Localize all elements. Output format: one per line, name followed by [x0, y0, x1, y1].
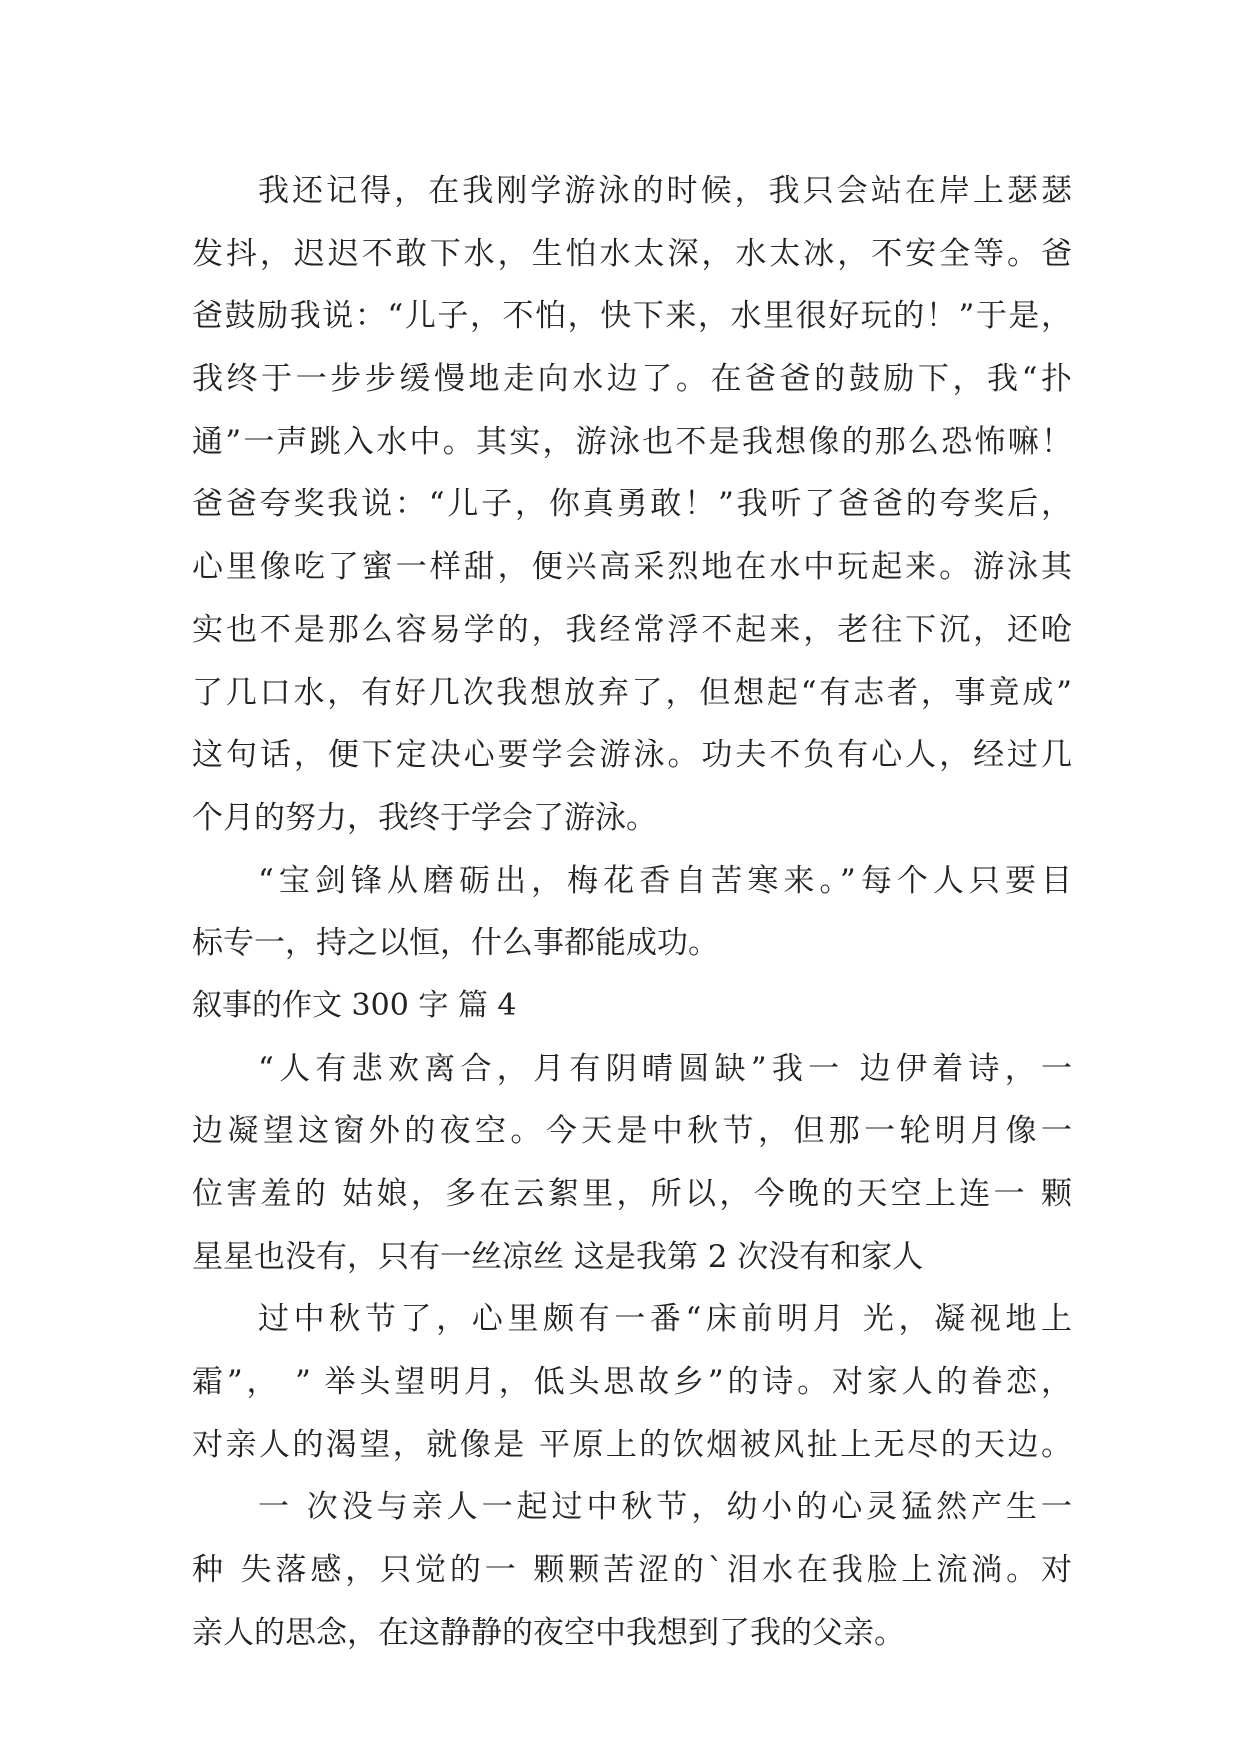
text-line: 一 次没与亲人一起过中秋节，幼小的心灵猛然产生一 — [258, 1489, 1072, 1526]
text-line: 边凝望这窗外的夜空。今天是中秋节，但那一轮明月像一 — [192, 1113, 1072, 1150]
text-line: 标专一，持之以恒，什么事都能成功。 — [192, 925, 719, 962]
text-line: 位害羞的 姑娘，多在云絮里，所以，今晚的天空上连一 颗 — [192, 1176, 1072, 1212]
text-line: 爸爸夸奖我说：“儿子，你真勇敢！”我听了爸爸的夸奖后， — [192, 486, 1072, 523]
text-line: 通”一声跳入水中。其实，游泳也不是我想像的那么恐怖嘛！ — [192, 423, 1072, 460]
text-line: 这句话，便下定决心要学会游泳。功夫不负有心人，经过几 — [192, 737, 1072, 774]
text-line: 星星也没有，只有一丝凉丝 这是我第 2 次没有和家人 — [192, 1238, 924, 1275]
text-line: “宝剑锋从磨砺出，梅花香自苦寒来。”每个人只要目 — [258, 862, 1072, 899]
text-line: 我终于一步步缓慢地走向水边了。在爸爸的鼓励下，我“扑 — [192, 361, 1072, 398]
section-heading: 叙事的作文 300 字 篇 4 — [192, 987, 517, 1023]
text-line: 个月的努力，我终于学会了游泳。 — [192, 799, 657, 836]
text-line: 了几口水，有好几次我想放弃了，但想起“有志者，事竟成” — [192, 674, 1072, 711]
text-line: 霜”， ” 举头望明月，低头思故乡”的诗。对家人的眷恋， — [192, 1364, 1072, 1401]
text-line: 亲人的思念，在这静静的夜空中我想到了我的父亲。 — [192, 1614, 905, 1651]
text-line: 发抖，迟迟不敢下水，生怕水太深，水太冰，不安全等。爸 — [192, 235, 1072, 272]
text-line: 种 失落感，只觉的一 颗颗苦涩的`泪水在我脸上流淌。对 — [192, 1552, 1072, 1589]
text-line: 我还记得，在我刚学游泳的时候，我只会站在岸上瑟瑟 — [258, 173, 1072, 209]
text-line: 过中秋节了，心里颇有一番“床前明月 光，凝视地上 — [258, 1301, 1072, 1338]
text-line: 心里像吃了蜜一样甜，便兴高采烈地在水中玩起来。游泳其 — [192, 549, 1072, 586]
text-line: 实也不是那么容易学的，我经常浮不起来，老往下沉，还呛 — [192, 611, 1072, 648]
text-line: 爸鼓励我说：“儿子，不怕，快下来，水里很好玩的！”于是， — [192, 298, 1072, 335]
text-line: 对亲人的渴望，就像是 平原上的饮烟被风扯上无尽的天边。 — [192, 1426, 1072, 1463]
document-body — [192, 160, 1072, 1665]
text-line: “人有悲欢离合，月有阴晴圆缺”我一 边伊着诗，一 — [258, 1050, 1072, 1087]
